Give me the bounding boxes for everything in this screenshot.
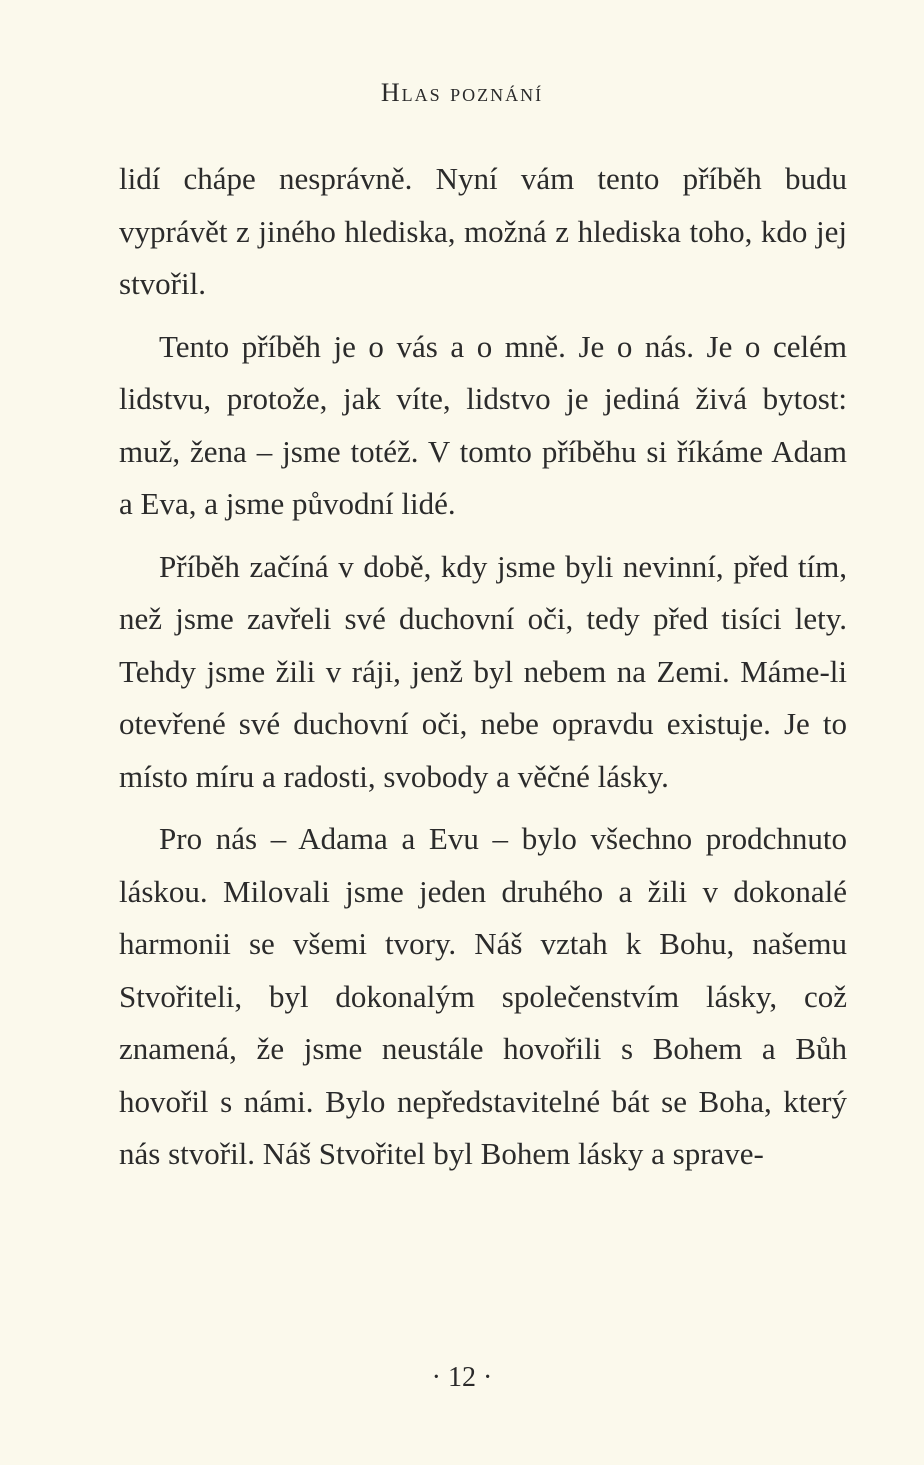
running-head: Hlas poznání — [380, 78, 544, 107]
paragraph-3: Příběh začíná v době, kdy jsme byli nevinní, před tím, než jsme zavřeli své duchovní oči, tedy před tisíci lety. Tehdy jsme žili v ráji, jenž byl nebem na Zemi. Máme-li otevřené své duchovní oči, nebe opravdu existuje. Je to místo míru a radosti, svobody a věčné lásky. — [119, 548, 847, 794]
paragraph-1: lidí chápe nesprávně. Nyní vám tento příběh budu vyprávět z jiného hlediska, možná z hlediska toho, kdo jej stvořil. — [119, 161, 847, 301]
body-text — [119, 153, 847, 1191]
paragraph-4: Pro nás – Adama a Evu – bylo všechno prodchnuto láskou. Milovali jsme jeden druhého a žili v dokonalé harmonii se všemi tvory. Náš vztah k Bohu, našemu Stvořiteli, byl dokonalým společenstvím lásky, což znamená, že jsme neustále hovořili s Bohem a Bůh hovořil s námi. Bylo nepředstavitelné bát se Boha, který nás stvořil. Náš Stvořitel byl Bohem lásky a sprave- — [119, 821, 847, 1171]
paragraph-2: Tento příběh je o vás a o mně. Je o nás. Je o celém lidstvu, protože, jak víte, lidstvo je jediná živá bytost: muž, žena – jsme totéž. V tomto příběhu si říkáme Adam a Eva, a jsme původní lidé. — [119, 328, 847, 521]
page-number: · 12 · — [431, 1362, 493, 1393]
